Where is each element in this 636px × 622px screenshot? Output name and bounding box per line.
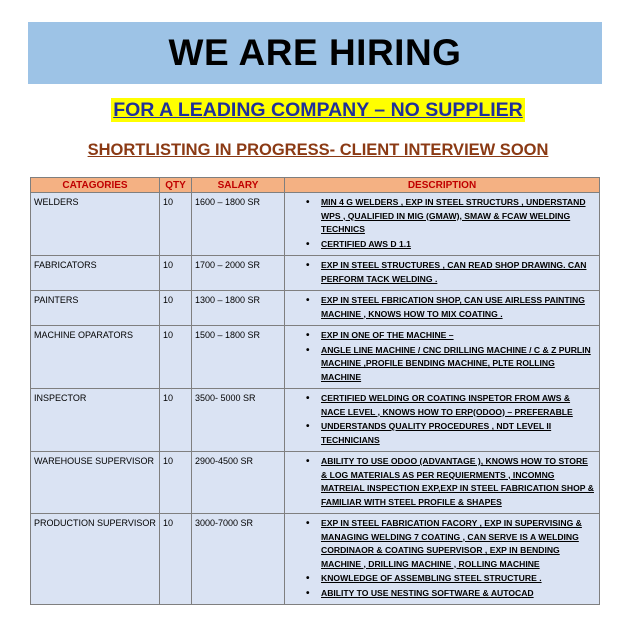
description-cell: [285, 452, 600, 514]
description-cell: [285, 193, 600, 256]
qty-cell: 10: [160, 193, 192, 256]
category-cell: FABRICATORS: [31, 256, 160, 291]
description-cell: [285, 514, 600, 605]
salary-cell: 2900-4500 SR: [192, 452, 285, 514]
salary-cell: 3000-7000 SR: [192, 514, 285, 605]
table-row: [31, 514, 600, 605]
company-subtitle: FOR A LEADING COMPANY – NO SUPPLIER: [113, 99, 523, 121]
jobs-table: [30, 177, 600, 605]
description-cell: [285, 326, 600, 389]
table-row: [31, 291, 600, 326]
table-row: [31, 193, 600, 256]
description-list: [288, 392, 596, 448]
description-item: • EXP IN ONE OF THE MACHINE –: [321, 329, 596, 344]
header-description: DESCRIPTION: [285, 178, 600, 193]
qty-cell: 10: [160, 256, 192, 291]
salary-cell: 3500- 5000 SR: [192, 389, 285, 452]
description-list: [288, 455, 596, 510]
description-item: • EXP IN STEEL STRUCTURES , CAN READ SHOP DRAWING. CAN PERFORM TACK WELDING .: [321, 259, 596, 287]
category-cell: PRODUCTION SUPERVISOR: [31, 514, 160, 605]
category-cell: PAINTERS: [31, 291, 160, 326]
description-item: • CERTIFIED WELDING OR COATING INSPETOR FROM AWS & NACE LEVEL , KNOWS HOW TO ERP(ODOO) – PREFERABLE: [321, 392, 596, 420]
description-list: [288, 259, 596, 287]
page-title: WE ARE HIRING: [168, 32, 462, 73]
description-cell: [285, 389, 600, 452]
table-body: [31, 193, 600, 605]
description-list: [288, 329, 596, 385]
table-row: [31, 389, 600, 452]
salary-cell: 1700 – 2000 SR: [192, 256, 285, 291]
description-item: • ABILITY TO USE NESTING SOFTWARE & AUTOCAD: [321, 587, 596, 602]
category-cell: INSPECTOR: [31, 389, 160, 452]
description-cell: [285, 256, 600, 291]
description-item: • EXP IN STEEL FBRICATION SHOP, CAN USE AIRLESS PAINTING MACHINE , KNOWS HOW TO MIX COATING .: [321, 294, 596, 322]
table-header-row: [31, 178, 600, 193]
header-categories: CATAGORIES: [31, 178, 160, 193]
salary-cell: 1300 – 1800 SR: [192, 291, 285, 326]
table-row: [31, 452, 600, 514]
salary-cell: 1500 – 1800 SR: [192, 326, 285, 389]
description-item: • UNDERSTANDS QUALITY PROCEDURES , NDT LEVEL II TECHNICIANS: [321, 420, 596, 448]
description-item: • KNOWLEDGE OF ASSEMBLING STEEL STRUCTURE .: [321, 572, 596, 587]
qty-cell: 10: [160, 326, 192, 389]
description-list: [288, 517, 596, 601]
description-item: • MIN 4 G WELDERS , EXP IN STEEL STRUCTURS , UNDERSTAND WPS , QUALIFIED IN MIG (GMAW), SMAW & FCAW WELDING TECHNICS: [321, 196, 596, 238]
description-item: • CERTIFIED AWS D 1.1: [321, 238, 596, 253]
table-row: [31, 256, 600, 291]
table-row: [31, 326, 600, 389]
category-cell: MACHINE OPARATORS: [31, 326, 160, 389]
qty-cell: 10: [160, 514, 192, 605]
header-qty: QTY: [160, 178, 192, 193]
description-cell: [285, 291, 600, 326]
description-list: [288, 196, 596, 252]
category-cell: WAREHOUSE SUPERVISOR: [31, 452, 160, 514]
description-list: [288, 294, 596, 322]
description-item: • ABILITY TO USE ODOO (ADVANTAGE ), KNOWS HOW TO STORE & LOG MATERIALS AS PER REQUIERMENTS , INCOMNG MATREIAL INSPECTION EXP,EXP IN STEEL FABRICATION SHOP & FAMILIAR WITH STEEL PROFILE & SHAPES: [321, 455, 596, 510]
subtitle-container: [0, 98, 636, 122]
qty-cell: 10: [160, 389, 192, 452]
qty-cell: 10: [160, 452, 192, 514]
description-item: • ANGLE LINE MACHINE / CNC DRILLING MACHINE / C & Z PURLIN MACHINE ,PROFILE BENDING MACHINE, PLTE ROLLING MACHINE: [321, 344, 596, 386]
category-cell: WELDERS: [31, 193, 160, 256]
qty-cell: 10: [160, 291, 192, 326]
description-item: • EXP IN STEEL FABRICATION FACORY , EXP IN SUPERVISING & MANAGING WELDING 7 COATING , CAN SERVE IS A WELDING CORDINAOR & COATING SUPERVISOR , EXP IN BENDING MACHINE , DRILLING MACHINE , ROLLING MACHINE: [321, 517, 596, 572]
salary-cell: 1600 – 1800 SR: [192, 193, 285, 256]
hiring-banner: [28, 22, 602, 84]
shortlist-notice: SHORTLISTING IN PROGRESS- CLIENT INTERVIEW SOON: [87, 141, 549, 159]
header-salary: SALARY: [192, 178, 285, 193]
